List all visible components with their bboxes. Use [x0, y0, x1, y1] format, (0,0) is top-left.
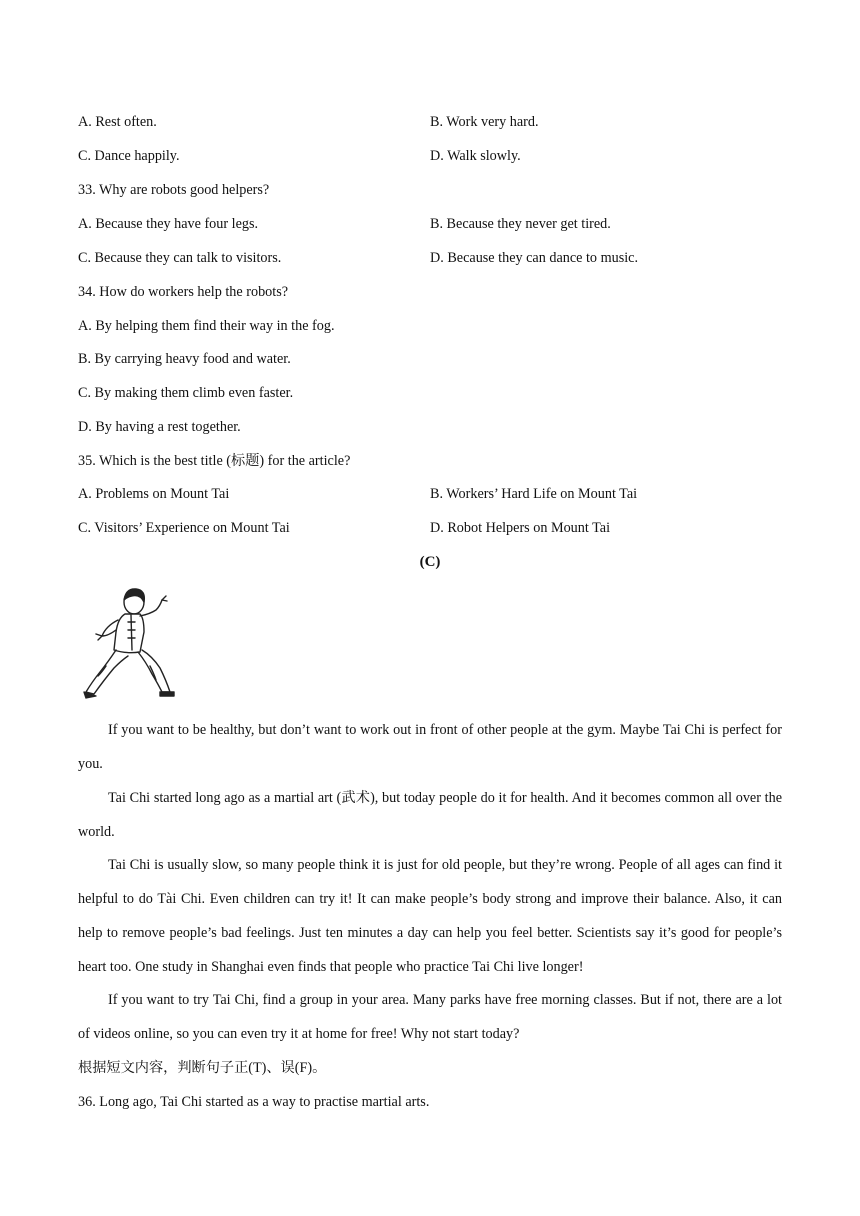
q32-option-b: B. Work very hard.	[430, 114, 539, 130]
q33-option-a: A. Because they have four legs.	[78, 216, 259, 232]
q34-option-d: D. By having a rest together.	[78, 419, 241, 435]
q34-option-c: C. By making them climb even faster.	[78, 385, 294, 401]
tai-chi-illustration	[78, 584, 182, 704]
q32-option-c: C. Dance happily.	[78, 148, 180, 164]
section-heading: (C)	[419, 554, 441, 570]
passage-paragraph-2: Tai Chi started long ago as a martial art (武术), but today people do it for health. And it becomes common all over the world.	[78, 790, 782, 840]
q35-option-c: C. Visitors’ Experience on Mount Tai	[78, 520, 290, 536]
q36-statement: 36. Long ago, Tai Chi started as a way to practise martial arts.	[78, 1094, 430, 1110]
instruction-text: 根据短文内容，判断句子正(T)、误(F)。	[78, 1060, 327, 1076]
q34-option-a: A. By helping them find their way in the fog.	[78, 318, 335, 334]
q35-option-d: D. Robot Helpers on Mount Tai	[430, 520, 611, 536]
q35-option-b: B. Workers’ Hard Life on Mount Tai	[430, 486, 638, 502]
q32-option-d: D. Walk slowly.	[430, 148, 521, 164]
q35-question: 35. Which is the best title (标题) for the article?	[78, 453, 351, 469]
q34-question: 34. How do workers help the robots?	[78, 284, 289, 300]
passage-paragraph-1: If you want to be healthy, but don’t want to work out in front of other people at the gym. Maybe Tai Chi is perfect for you.	[78, 722, 782, 772]
q33-question: 33. Why are robots good helpers?	[78, 182, 270, 198]
q32-option-a: A. Rest often.	[78, 114, 157, 130]
q34-option-b: B. By carrying heavy food and water.	[78, 351, 291, 367]
passage-paragraph-3: Tai Chi is usually slow, so many people think it is just for old people, but they’re wrong. People of all ages can find it helpful to do Tài Chi. Even children can try it! It can make people’s body strong and improve their balance. Also, it can help to remove people’s bad feelings. Just ten minutes a day can help you feel better. Scientists say it’s good for people’s heart too. One study in Shanghai even finds that people who practice Tai Chi live longer!	[78, 857, 782, 975]
q33-option-d: D. Because they can dance to music.	[430, 250, 639, 266]
q33-option-c: C. Because they can talk to visitors.	[78, 250, 282, 266]
q35-option-a: A. Problems on Mount Tai	[78, 486, 230, 502]
q33-option-b: B. Because they never get tired.	[430, 216, 611, 232]
passage-paragraph-4: If you want to try Tai Chi, find a group in your area. Many parks have free morning classes. But if not, there are a lot of videos online, so you can even try it at home for free! Why not start today?	[78, 992, 782, 1042]
